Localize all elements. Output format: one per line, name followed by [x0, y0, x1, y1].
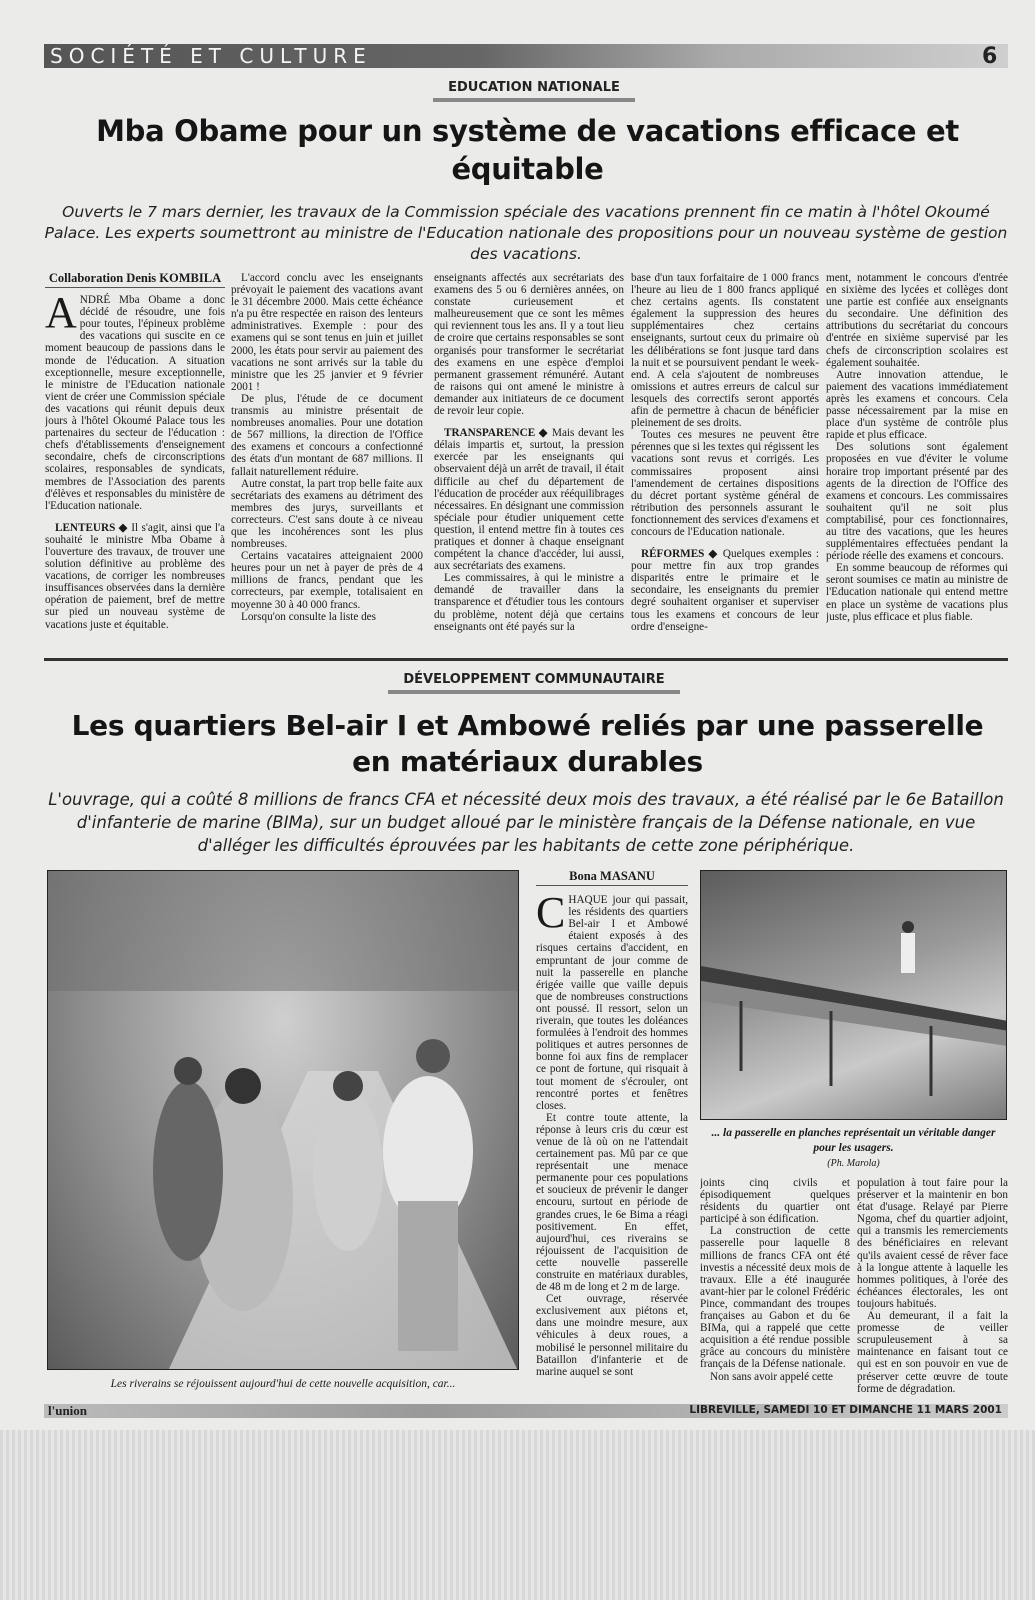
- section-banner: [44, 44, 1008, 68]
- paragraph: Au demeurant, il a fait la promesse de veiller scrupuleusement à sa maintenance en faisant tout ce qui est en son pouvoir en vue de préserver cette œuvre de toute forme de dégradation.: [857, 1310, 1008, 1395]
- article1-headline: Mba Obame pour un système de vacations efficace et équitable: [96, 114, 959, 186]
- article2-column-2: [700, 1177, 850, 1399]
- paragraph: Les commissaires, à qui le ministre a demandé de travailler dans la transparence et d'étudier tous les contours du problème, notent déjà que certains enseignants ont été payés sur la: [434, 572, 624, 633]
- article2-column-3: [857, 1177, 1008, 1399]
- article2-kicker: [388, 672, 680, 694]
- article-divider: [44, 658, 1008, 661]
- byline: Collaboration Denis KOMBILA: [45, 272, 225, 288]
- kicker-text: EDUCATION NATIONALE: [448, 80, 620, 95]
- section-title: SOCIÉTÉ ET CULTURE: [50, 44, 372, 68]
- paragraph: enseignants affectés aux secrétariats des examens des 5 ou 6 dernières années, on constate curieusement et malheureusement que ce sont les mêmes qui reviennent tous les ans. Il y a tout lieu de croire que certains responsables se sont organisés pour transformer le secrétariat des examens en une espèce d'emploi permanent grassement rémunéré. Autant de raisons qui ont amené le ministre à demander aux initiateurs de ce document de revoir leur copie.: [434, 272, 624, 418]
- photo2-caption: ... la passerelle en planches représentait un véritable danger pour les usagers.: [711, 1127, 996, 1154]
- paragraph: Toutes ces mesures ne peuvent être pérennes que si les textes qui régissent les vacations sont revus et corrigés. Les commissaires proposent ainsi l'amendement de certaines dispositions du décret portant système général de rétribution des personnels assurant le fonctionnement des services d'examens et concours de l'Education nationale.: [631, 429, 819, 538]
- paragraph: En somme beaucoup de réformes qui seront soumises ce matin au ministre de l'Education nationale qui entend mettre en place un système de vacations plus juste, plus efficace et plus fiable.: [826, 562, 1008, 623]
- paragraph: Autre constat, la part trop belle faite aux secrétariats des examens au détriment des membres des jurys, surveillants et correcteurs. C'est sans doute à ce niveau que les incohérences sont les plus nombreuses.: [231, 477, 423, 551]
- paragraph: Lorsqu'on consulte la liste des: [241, 610, 376, 623]
- paragraph: Autre innovation attendue, le paiement des vacations immédiatement après les examens et concours. Cela passe nécessairement par la mise en place d'un système de contrôle plus rapide et plus efficace.: [826, 368, 1008, 442]
- paragraph: Quelques exemples : pour mettre fin aux trop grandes disparités entre le primaire et le secondaire, les enseignants du premier degré souhaitent organiser et superviser tous les examens et concours de leur ordre d'enseigne-: [631, 548, 819, 633]
- photo-old-footbridge-image: [701, 871, 1007, 1120]
- photo-old-footbridge: [700, 870, 1007, 1120]
- paragraph: Mais devant les délais impartis et, surtout, la pression exercée par les enseignants qui observaient déjà un arrêt de travail, il était difficile au chef du département de l'éducation de procéder aux rééquilibrages nécessaires. En désignant une commission spéciale pour étudier uniquement cette question, il entend mettre fin à toutes ces pratiques et donner à chaque enseignant compétent la chance d'accéder, lui aussi, aux secrétariats des examens.: [434, 427, 624, 573]
- masthead: l'union: [48, 1403, 88, 1418]
- paragraph: ment, notamment le concours d'entrée en sixième des lycées et collèges dont une partie est confiée aux enseignants du secondaire. Une définition des attributions du secrétariat du concours d'entrée en sixième supervisé par les chefs de circonscription scolaires est également souhaitée.: [826, 272, 1008, 369]
- kicker-text: DÉVELOPPEMENT COMMUNAUTAIRE: [403, 672, 665, 687]
- photo-inauguration-image: [48, 871, 519, 1370]
- paragraph: population à tout faire pour la préserver et la maintenir en bon état d'usage. Relayé par Pierre Ngoma, chef du quartier adjoint, qui a transmis les remerciements des bénéficiaires en relevant qu'ils avaient cessé de rêver face à la longue attente à laquelle les hommes politiques, à l'orée des échéances électorales, les ont toujours habitués.: [857, 1177, 1008, 1310]
- paragraph: Des solutions sont également proposées en vue d'éviter le volume horaire trop important présenté par des agents de la direction de l'Office des examens et concours. Les commissaires souhaitent qu'il ne soit plus comptabilisé, pour ces fonctionnaires, au titre des vacations, que les heures supplémentaires effectuées pendant la période réelle des examens et concours.: [826, 441, 1008, 563]
- subhead: LENTEURS ◆: [55, 521, 128, 534]
- photo-credit: (Ph. Marola): [827, 1158, 880, 1169]
- paragraph: Cet ouvrage, réservée exclusivement aux piétons et, dans une moindre mesure, aux véhicules à deux roues, a mobilisé le personnel militaire du Bataillon d'infanterie et de marine auquel se sont: [536, 1293, 688, 1378]
- paragraph: La construction de cette passerelle pour laquelle 8 millions de francs CFA ont été investis a nécessité deux mois de travaux. Elle a été inaugurée avant-hier par le colonel Frédéric Pince, commandant des troupes françaises au Gabon et du 6e BIMa, qui a rappelé que cette acquisition a été rendue possible grâce au concours du ministère français de la Défense nationale.: [700, 1225, 850, 1371]
- scan-margin: [0, 1430, 1035, 1600]
- article2-headline: Les quartiers Bel-air I et Ambowé reliés par une passerelle en matériaux durables: [71, 709, 984, 778]
- subhead: RÉFORMES ◆: [641, 548, 719, 561]
- subhead: TRANSPARENCE ◆: [444, 427, 549, 440]
- article1-column-1: [45, 272, 225, 652]
- photo-inauguration: [47, 870, 519, 1370]
- paragraph: HAQUE jour qui passait, les résidents des quartiers Bel-air I et Ambowé étaient exposés à des risques certains d'accident, en empruntant de jour comme de nuit la passerelle en planche érigée vaille que vaille depuis que de nombreuses constructions ont poussé. Il ressort, selon un riverain, que toutes les doléances formulées à l'endroit des hommes politiques et autres personnes de bonne foi aux fins de remplacer ce pont de fortune, qui risquait à tout moment de s'écrouler, ont rencontré portes et fenêtres closes.: [536, 894, 688, 1112]
- paragraph: NDRÉ Mba Obame a donc décidé de résoudre, une fois pour toutes, l'épineux problème des vacations qui suscite en ce moment beaucoup de passions dans le monde de l'éducation. A situation exceptionnelle, mesure exceptionnelle, le ministre de l'Education nationale vient de créer une Commission spéciale des vacations qui réunit depuis deux jours à l'hôtel Okoumé Palace tous les partenaires du secteur de l'éducation : chefs d'établissements d'enseignement secondaire, chefs de circonscriptions scolaires, responsables de syndicats, membres de l'Association des parents d'élèves et responsables du ministère de l'Education nationale.: [45, 294, 225, 512]
- drop-cap: A: [45, 288, 77, 338]
- article2-deck: L'ouvrage, qui a coûté 8 millions de francs CFA et nécessité deux mois des travaux, a été réalisé par le 6e Bataillon d'infanterie de marine (BIMa), sur un budget alloué par le ministère français de la Défense nationale, en vue d'alléger les difficultés éprouvées par les habitants de cette zone périphérique.: [48, 790, 1004, 855]
- paragraph: L'accord conclu avec les enseignants prévoyait le paiement des vacations avant le 31 décembre 2000. Mais cette échéance n'a pu être respectée en raison des lenteurs administratives. Exemple : pour des examens qui se sont tenus en juin et juillet 2000, les états pour servir au paiement des vacations ne sont arrivés sur la table du ministre que les 25 janvier et 9 février 2001 !: [231, 272, 423, 393]
- byline: Bona MASANU: [536, 870, 688, 886]
- dateline: LIBREVILLE, SAMEDI 10 ET DIMANCHE 11 MARS 2001: [689, 1404, 1002, 1416]
- kicker-underline: [433, 98, 635, 102]
- article1-deck: Ouverts le 7 mars dernier, les travaux de la Commission spéciale des vacations prennent fin ce matin à l'hôtel Okoumé Palace. Les experts soumettront au ministre de l'Education nationale des propositions pour un nouveau système de gestion des vacations.: [44, 203, 1008, 263]
- paragraph: Non sans avoir appelé cette: [710, 1370, 834, 1383]
- article1-kicker: [433, 80, 635, 102]
- photo1-caption: Les riverains se réjouissent aujourd'hui de cette nouvelle acquisition, car...: [110, 1378, 456, 1390]
- paragraph: base d'un taux forfaitaire de 1 000 francs l'heure au lieu de 1 800 francs appliqué chez certains agents. Ils constatent également la suppression des heures supplémentaires chez certains enseignants, surtout ceux du primaire où les délibérations se font jusque tard dans la nuit et se poursuivent pendant le week-end. A cela s'ajoutent de nombreuses omissions et autres erreurs de calcul sur lesquels des correctifs seront apportés afin de permettre à chacun de bénéficier pleinement de ses droits.: [631, 272, 819, 430]
- paragraph: joints cinq civils et épisodiquement quelques résidents du quartier ont participé à son édification.: [700, 1177, 850, 1226]
- paragraph: Il s'agit, ainsi que l'a souhaité le ministre Mba Obame à l'ouverture des travaux, de trouver une solution définitive au problème des vacations, de corriger les nombreuses insuffisances observées dans la dernière opération de paiement, bref de mettre sur pied un nouveau système de vacations juste et équitable.: [45, 521, 225, 631]
- page-footer: [44, 1404, 1008, 1418]
- paragraph: De plus, l'étude de ce document transmis au ministre présentait de nombreuses anomalies. Pour une dotation de 567 millions, la direction de l'Office des examens et concours a confectionné des états d'un montant de 687 millions. Il fallait naturellement réduire.: [231, 392, 423, 478]
- article1-column-3: [434, 272, 624, 652]
- drop-cap: C: [536, 888, 566, 938]
- page-number: 6: [982, 44, 998, 69]
- article1-column-4: [631, 272, 819, 652]
- paragraph: Certains vacataires atteignaient 2000 heures pour un net à payer de près de 4 millions de francs, pendant que les correcteurs, par exemple, totalisaient en moyenne 30 à 40 000 francs.: [231, 550, 423, 611]
- article2-column-1: [536, 870, 688, 1400]
- article1-column-5: [826, 272, 1008, 652]
- paragraph: Et contre toute attente, la réponse à leurs cris du cœur est venue de là où on ne l'attendait certainement pas. Mû par ce que représentait une menace permanente pour ces populations et soucieux de prévenir le danger encouru, surtout en période de grandes crues, le 6e Bima a réagi positivement. En effet, aujourd'hui, ces riverains se réjouissent de l'acquisition de cette nouvelle passerelle construite en matériaux durables, de 48 m de long et 2 m de large.: [536, 1111, 688, 1294]
- kicker-underline: [388, 690, 680, 694]
- article1-column-2: [231, 272, 423, 652]
